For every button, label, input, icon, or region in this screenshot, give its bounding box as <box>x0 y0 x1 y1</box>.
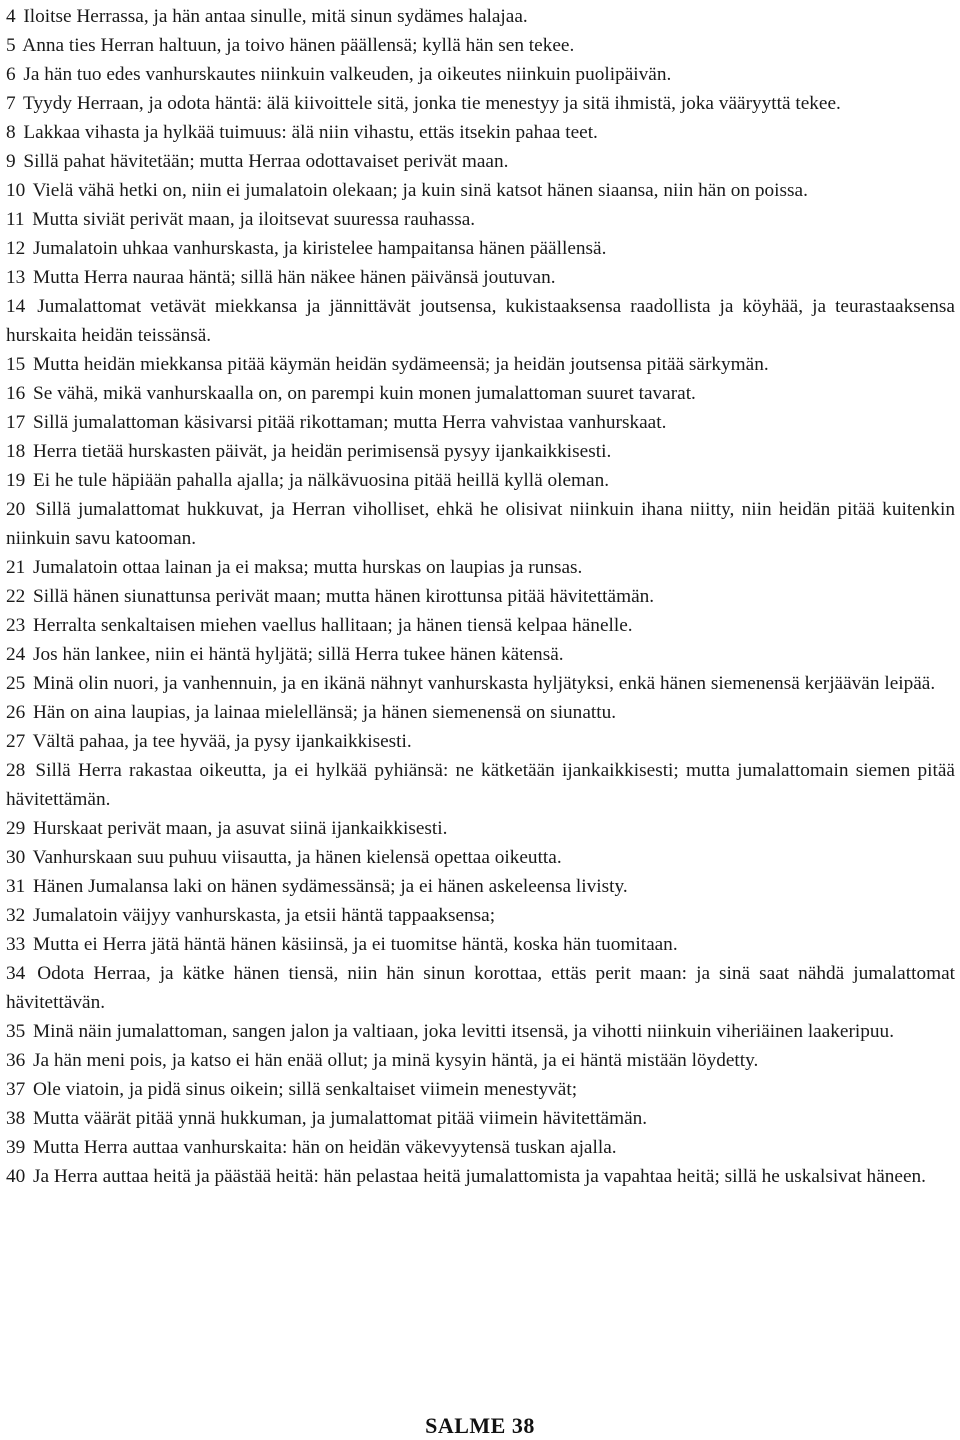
verse-text: Sillä hänen siunattunsa perivät maan; mutta hänen kirottunsa pitää hävitettämän. <box>33 586 655 607</box>
verse-31 <box>6 872 955 901</box>
verse-text: Jos hän lankee, niin ei häntä hyljätä; sillä Herra tukee hänen kätensä. <box>33 644 564 665</box>
verse-number: 34 <box>6 963 26 984</box>
verse-21 <box>6 553 955 582</box>
verse-29 <box>6 814 955 843</box>
verse-text: Minä olin nuori, ja vanhennuin, ja en ikänä nähnyt vanhurskasta hyljätyksi, enkä hänen siemenensä kerjäävän leipää. <box>33 673 936 694</box>
verse-number: 27 <box>6 731 26 752</box>
verse-40 <box>6 1162 955 1191</box>
verse-text: Odota Herraa, ja kätke hänen tiensä, niin hän sinun korottaa, ettäs perit maan: ja sinä saat nähdä jumalattomat hävitettävän. <box>6 963 955 1013</box>
verse-17 <box>6 408 955 437</box>
verse-number: 21 <box>6 557 26 578</box>
verse-number: 13 <box>6 267 26 288</box>
verse-12 <box>6 234 955 263</box>
verse-text: Hurskaat perivät maan, ja asuvat siinä ijankaikkisesti. <box>33 818 448 839</box>
verse-text: Ja hän meni pois, ja katso ei hän enää ollut; ja minä kysyin häntä, ja ei häntä mistään löydetty. <box>33 1050 759 1071</box>
verse-text: Lakkaa vihasta ja hylkää tuimuus: älä niin vihastu, ettäs itsekin pahaa teet. <box>23 122 598 143</box>
verse-5 <box>6 31 955 60</box>
verse-text: Sillä Herra rakastaa oikeutta, ja ei hylkää pyhiänsä: ne kätketään ijankaikkisesti; mutta jumalattomain siemen pitää hävitettämän. <box>6 760 955 810</box>
verse-text: Tyydy Herraan, ja odota häntä: älä kiivoittele sitä, jonka tie menestyy ja sitä ihmistä, joka vääryyttä tekee. <box>23 93 841 114</box>
verse-number: 9 <box>6 151 16 172</box>
verse-number: 4 <box>6 6 16 27</box>
verse-number: 22 <box>6 586 26 607</box>
verse-number: 7 <box>6 93 16 114</box>
verse-text: Se vähä, mikä vanhurskaalla on, on parempi kuin monen jumalattoman suuret tavarat. <box>33 383 696 404</box>
verse-text: Ole viatoin, ja pidä sinus oikein; sillä senkaltaiset viimein menestyvät; <box>33 1079 578 1100</box>
verse-11 <box>6 205 955 234</box>
verse-text: Herra tietää hurskasten päivät, ja heidän perimisensä pysyy ijankaikkisesti. <box>33 441 612 462</box>
verse-number: 29 <box>6 818 26 839</box>
verse-number: 25 <box>6 673 26 694</box>
verse-28 <box>6 756 955 814</box>
verse-27 <box>6 727 955 756</box>
verse-text: Ja Herra auttaa heitä ja päästää heitä: hän pelastaa heitä jumalattomista ja vapahtaa heitä; sillä he uskalsivat häneen. <box>33 1166 926 1187</box>
verse-text: Sillä pahat hävitetään; mutta Herraa odottavaiset perivät maan. <box>23 151 509 172</box>
verse-text: Mutta ei Herra jätä häntä hänen käsiinsä, ja ei tuomitse häntä, koska hän tuomitaan. <box>33 934 678 955</box>
verse-25 <box>6 669 955 698</box>
verse-text: Jumalattomat vetävät miekkansa ja jännittävät joutsensa, kukistaaksensa raadollista ja köyhää, ja teurastaaksensa hurskaita heidän teissänsä. <box>6 296 955 346</box>
verse-number: 11 <box>6 209 25 230</box>
verse-number: 20 <box>6 499 26 520</box>
verse-text: Ja hän tuo edes vanhurskautes niinkuin valkeuden, ja oikeutes niinkuin puolipäivän. <box>23 64 672 85</box>
verse-24 <box>6 640 955 669</box>
verse-number: 23 <box>6 615 26 636</box>
verse-text: Anna ties Herran haltuun, ja toivo hänen päällensä; kyllä hän sen tekee. <box>22 35 575 56</box>
verse-number: 17 <box>6 412 26 433</box>
verse-number: 6 <box>6 64 16 85</box>
verse-7 <box>6 89 955 118</box>
verse-number: 8 <box>6 122 16 143</box>
verse-text: Jumalatoin ottaa lainan ja ei maksa; mutta hurskas on laupias ja runsas. <box>33 557 583 578</box>
verse-26 <box>6 698 955 727</box>
verse-text: Jumalatoin uhkaa vanhurskasta, ja kiristelee hampaitansa hänen päällensä. <box>33 238 607 259</box>
verse-text: Vanhurskaan suu puhuu viisautta, ja hänen kielensä opettaa oikeutta. <box>32 847 562 868</box>
verse-text: Mutta siviät perivät maan, ja iloitsevat suuressa rauhassa. <box>32 209 476 230</box>
verse-number: 32 <box>6 905 26 926</box>
verse-8 <box>6 118 955 147</box>
verse-text: Mutta Herra auttaa vanhurskaita: hän on heidän väkevyytensä tuskan ajalla. <box>33 1137 617 1158</box>
verse-list <box>6 2 955 1191</box>
verse-number: 38 <box>6 1108 26 1129</box>
verse-number: 40 <box>6 1166 26 1187</box>
verse-14 <box>6 292 955 350</box>
verse-number: 39 <box>6 1137 26 1158</box>
verse-10 <box>6 176 955 205</box>
verse-33 <box>6 930 955 959</box>
verse-22 <box>6 582 955 611</box>
verse-number: 12 <box>6 238 26 259</box>
verse-text: Ei he tule häpiään pahalla ajalla; ja nälkävuosina pitää heillä kyllä oleman. <box>33 470 610 491</box>
verse-39 <box>6 1133 955 1162</box>
verse-13 <box>6 263 955 292</box>
verse-35 <box>6 1017 955 1046</box>
verse-number: 37 <box>6 1079 26 1100</box>
verse-9 <box>6 147 955 176</box>
verse-number: 16 <box>6 383 26 404</box>
verse-text: Iloitse Herrassa, ja hän antaa sinulle, mitä sinun sydämes halajaa. <box>23 6 528 27</box>
verse-text: Jumalatoin väijyy vanhurskasta, ja etsii häntä tappaaksensa; <box>33 905 496 926</box>
verse-text: Sillä jumalattoman käsivarsi pitää rikottaman; mutta Herra vahvistaa vanhurskaat. <box>33 412 667 433</box>
verse-text: Hän on aina laupias, ja lainaa mielellänsä; ja hänen siemenensä on siunattu. <box>33 702 617 723</box>
verse-18 <box>6 437 955 466</box>
verse-number: 14 <box>6 296 26 317</box>
verse-16 <box>6 379 955 408</box>
verse-number: 28 <box>6 760 26 781</box>
verse-37 <box>6 1075 955 1104</box>
verse-text: Hänen Jumalansa laki on hänen sydämessänsä; ja ei hänen askeleensa livisty. <box>33 876 628 897</box>
verse-number: 33 <box>6 934 26 955</box>
verse-text: Minä näin jumalattoman, sangen jalon ja valtiaan, joka levitti itsensä, ja vihotti niinkuin viheriäinen laakeripuu. <box>33 1021 895 1042</box>
verse-number: 18 <box>6 441 26 462</box>
verse-number: 35 <box>6 1021 26 1042</box>
verse-number: 19 <box>6 470 26 491</box>
verse-text: Vältä pahaa, ja tee hyvää, ja pysy ijankaikkisesti. <box>32 731 412 752</box>
verse-38 <box>6 1104 955 1133</box>
verse-20 <box>6 495 955 553</box>
verse-number: 5 <box>6 35 16 56</box>
verse-number: 36 <box>6 1050 26 1071</box>
verse-number: 10 <box>6 180 26 201</box>
verse-19 <box>6 466 955 495</box>
verse-number: 30 <box>6 847 26 868</box>
verse-30 <box>6 843 955 872</box>
verse-36 <box>6 1046 955 1075</box>
verse-text: Vielä vähä hetki on, niin ei jumalatoin olekaan; ja kuin sinä katsot hänen siaansa, niin hän on poissa. <box>32 180 808 201</box>
verse-23 <box>6 611 955 640</box>
verse-text: Mutta Herra nauraa häntä; sillä hän näkee hänen päivänsä joutuvan. <box>33 267 556 288</box>
verse-15 <box>6 350 955 379</box>
verse-number: 26 <box>6 702 26 723</box>
verse-text: Sillä jumalattomat hukkuvat, ja Herran viholliset, ehkä he olisivat niinkuin ihana niitty, niin heidän pitää kuitenkin niinkuin savu katooman. <box>6 499 956 549</box>
verse-text: Herralta senkaltaisen miehen vaellus hallitaan; ja hänen tiensä kelpaa hänelle. <box>33 615 633 636</box>
verse-number: 31 <box>6 876 26 897</box>
verse-34 <box>6 959 955 1017</box>
verse-text: Mutta väärät pitää ynnä hukkuman, ja jumalattomat pitää viimein hävitettämän. <box>33 1108 648 1129</box>
verse-4 <box>6 2 955 31</box>
verse-6 <box>6 60 955 89</box>
verse-32 <box>6 901 955 930</box>
verse-text: Mutta heidän miekkansa pitää käymän heidän sydämeensä; ja heidän joutsensa pitää särkymän. <box>33 354 769 375</box>
verse-number: 24 <box>6 644 26 665</box>
verse-number: 15 <box>6 354 26 375</box>
chapter-heading: SALME 38 <box>425 1413 535 1438</box>
